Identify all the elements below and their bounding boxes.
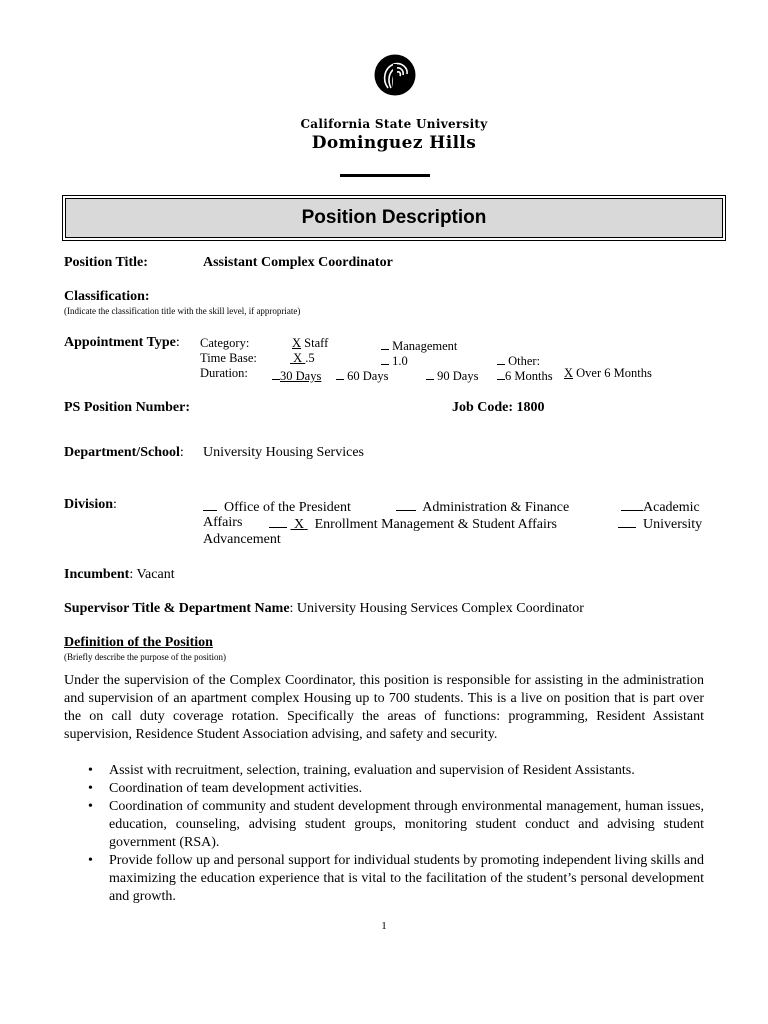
department-value: University Housing Services bbox=[203, 445, 364, 460]
duration-30: 30 Days bbox=[272, 366, 321, 384]
definition-heading: Definition of the Position bbox=[64, 635, 213, 650]
list-item: • Coordination of community and student development through environmental management, human issues, education, counseling, advising student groups, monitoring student conduct and advising student government (RSA). bbox=[88, 799, 704, 850]
category-management: Management bbox=[381, 336, 457, 354]
division-label: Division: bbox=[64, 497, 117, 512]
division-options: Office of the President Administration & Finance Academic Affairs X Enrollment Management & Student Affairs University Advancement bbox=[203, 497, 713, 548]
timebase-full: 1.0 bbox=[381, 351, 408, 369]
list-item: • Assist with recruitment, selection, training, evaluation and supervision of Resident Assistants. bbox=[88, 763, 635, 778]
position-title-label: Position Title: bbox=[64, 255, 148, 270]
ps-position-number-label: PS Position Number: bbox=[64, 400, 190, 415]
classification-label: Classification: bbox=[64, 289, 150, 304]
timebase-other: Other: bbox=[497, 351, 540, 369]
list-item: • Coordination of team development activities. bbox=[88, 781, 363, 796]
university-logo-icon bbox=[374, 54, 416, 96]
university-name-line1: California State University bbox=[300, 117, 488, 131]
title-box bbox=[62, 195, 726, 241]
header-rule bbox=[340, 174, 430, 177]
university-name-line2: Dominguez Hills bbox=[311, 133, 477, 153]
timebase-label: Time Base: bbox=[200, 351, 257, 365]
category-label: Category: bbox=[200, 336, 250, 350]
duration-label: Duration: bbox=[200, 366, 248, 380]
incumbent: Incumbent: Vacant bbox=[64, 567, 175, 582]
position-title-value: Assistant Complex Coordinator bbox=[203, 255, 393, 270]
job-code: Job Code: 1800 bbox=[452, 400, 545, 415]
department-row: Department/School: bbox=[64, 445, 184, 460]
classification-note: (Indicate the classification title with the skill level, if appropriate) bbox=[64, 306, 301, 316]
timebase-half: X .5 bbox=[293, 351, 315, 365]
definition-paragraph: Under the supervision of the Complex Coordinator, this position is responsible for assisting in the administration and supervision of an apartment complex Housing up to 700 students. This is a live on position that is part over the on call duty coverage rotation. Specifically the areas of functions: programming, Resident Assistant supervision, Residence Student Association advising, and safety and security. bbox=[64, 673, 704, 742]
duration-over-6months: X Over 6 Months bbox=[564, 366, 652, 380]
document-title: Position Description bbox=[65, 198, 723, 238]
supervisor: Supervisor Title & Department Name: University Housing Services Complex Coordinator bbox=[64, 601, 584, 616]
duration-90: 90 Days bbox=[426, 366, 478, 384]
appointment-type-label: Appointment Type: bbox=[64, 335, 180, 350]
duration-6months: 6 Months bbox=[497, 366, 553, 384]
page-number: 1 bbox=[381, 920, 387, 932]
category-staff: X Staff bbox=[292, 336, 329, 350]
duties-list bbox=[64, 762, 704, 906]
list-item: • Provide follow up and personal support for individual students by promoting independent living skills and maximizing the education experience that is vital to the facilitation of the student’s personal development and growth. bbox=[88, 853, 704, 904]
definition-note: (Briefly describe the purpose of the position) bbox=[64, 652, 226, 662]
duration-60: 60 Days bbox=[336, 366, 388, 384]
